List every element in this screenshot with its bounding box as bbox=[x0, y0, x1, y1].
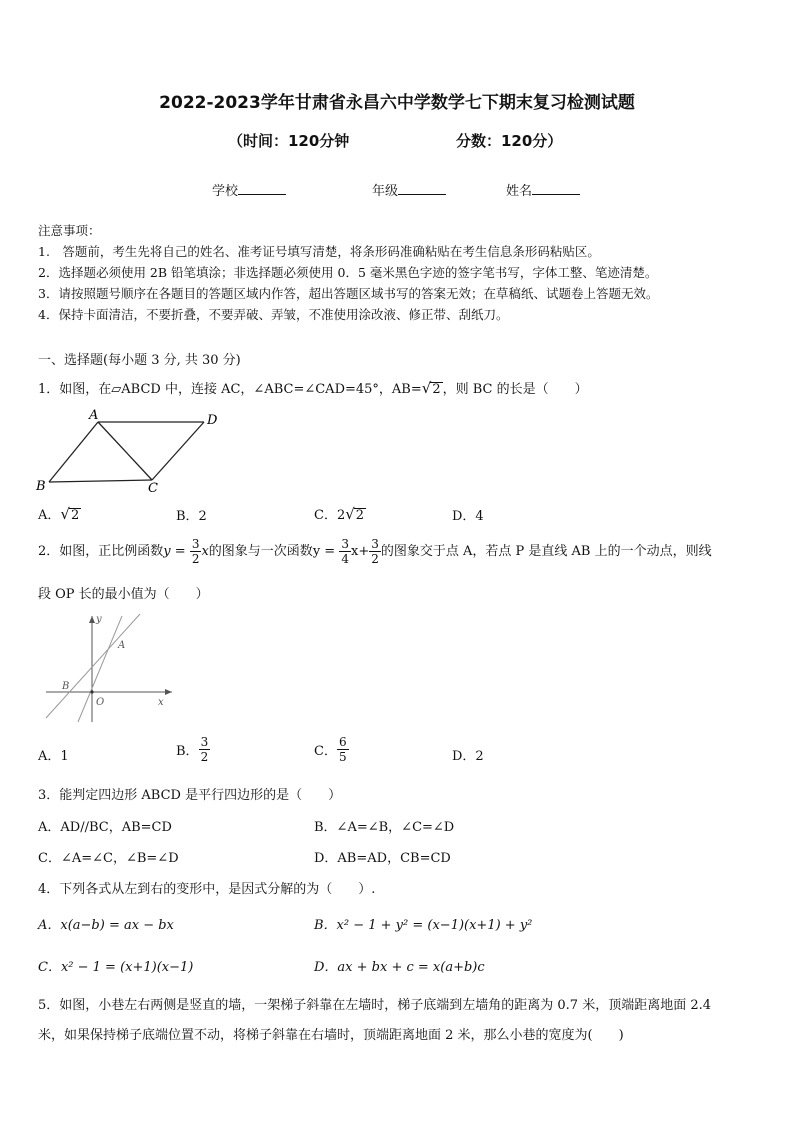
axis-label-x: x bbox=[158, 697, 164, 708]
section-heading: 一、选择题(每小题 3 分, 共 30 分) bbox=[38, 353, 241, 368]
notice bbox=[38, 220, 658, 325]
q2-option-b[interactable]: B． $\frac{3}{2}$ bbox=[176, 735, 209, 764]
q1-option-a[interactable]: A．√2 bbox=[38, 505, 80, 523]
q3-option-a[interactable]: A．AD//BC，AB=CD bbox=[38, 820, 172, 835]
page-title: 2022-2023学年甘肃省永昌六中学数学七下期末复习检测试题 bbox=[159, 93, 635, 113]
notice-heading: 注意事项： bbox=[38, 223, 101, 238]
graph-figure bbox=[40, 610, 180, 726]
q1-option-d[interactable]: D．4 bbox=[452, 509, 484, 524]
origin-label: O bbox=[96, 697, 105, 708]
q4-option-d[interactable]: D．ax + bx + c = x(a+b)c bbox=[314, 960, 485, 975]
grade-field bbox=[372, 180, 446, 199]
notice-item: 1. 答题前，考生先将自己的姓名、准考证号填写清楚，将条形码准确粘贴在考生信息条形码粘贴区。 bbox=[38, 244, 600, 259]
exam-score: 分数：120分） bbox=[456, 132, 563, 150]
question-5-stem: 5．如图，小巷左右两侧是竖直的墙，一架梯子斜靠在左墙时，梯子底端到左墙角的距离为 0.7 米，顶端距离地面 2.4 bbox=[38, 998, 712, 1013]
q3-option-b[interactable]: B．∠A=∠B，∠C=∠D bbox=[314, 820, 455, 835]
q3-option-d[interactable]: D．AB=AD，CB=CD bbox=[314, 851, 451, 866]
point-label-b: B bbox=[62, 681, 70, 692]
school-blank bbox=[238, 182, 286, 195]
school-field bbox=[212, 180, 286, 199]
name-field bbox=[506, 180, 580, 199]
parallelogram-figure bbox=[34, 404, 234, 496]
notice-item: 4．保持卡面清洁，不要折叠，不要弄破、弄皱，不准使用涂改液、修正带、刮纸刀。 bbox=[38, 307, 509, 322]
vertex-label-d: D bbox=[207, 413, 218, 428]
q1-option-c[interactable]: C．2√2 bbox=[314, 505, 365, 523]
question-2-stem-line2: 段 OP 长的最小值为（ ） bbox=[38, 587, 209, 602]
q4-option-a[interactable]: A．x(a−b) = ax − bx bbox=[38, 918, 174, 933]
notice-item: 2．选择题必须使用 2B 铅笔填涂；非选择题必须使用 0．5 毫米黑色字迹的签字笔书写，字体工整、笔迹清楚。 bbox=[38, 265, 658, 280]
vertex-label-c: C bbox=[148, 481, 158, 496]
notice-item: 3．请按照题号顺序在各题目的答题区域内作答，超出答题区域书写的答案无效；在草稿纸、试题卷上答题无效。 bbox=[38, 286, 659, 301]
exam-time: （时间：120分钟 bbox=[228, 132, 350, 150]
q2-option-c[interactable]: C． $\frac{6}{5}$ bbox=[314, 735, 347, 764]
axis-label-y: y bbox=[96, 614, 102, 625]
q2-option-d[interactable]: D．2 bbox=[452, 749, 484, 764]
q4-option-b[interactable]: B．x² − 1 + y² = (x−1)(x+1) + y² bbox=[314, 918, 533, 933]
q4-option-c[interactable]: C．x² − 1 = (x+1)(x−1) bbox=[38, 960, 194, 975]
q1-option-b[interactable]: B．2 bbox=[176, 509, 207, 524]
vertex-label-b: B bbox=[36, 479, 46, 494]
question-1-stem: 1．如图，在▱ABCD 中，连接 AC，∠ABC=∠CAD=45°，AB=√2 ，则 BC 的长是（ ） bbox=[38, 379, 588, 397]
q2-option-a[interactable]: A．1 bbox=[38, 749, 69, 764]
school-label: 学校 bbox=[212, 184, 239, 199]
question-3-stem: 3．能判定四边形 ABCD 是平行四边形的是（ ） bbox=[38, 788, 342, 803]
name-label: 姓名 bbox=[506, 184, 533, 199]
question-5-stem-line2: 米，如果保持梯子底端位置不动，将梯子斜靠在右墙时，顶端距离地面 2 米，那么小巷的宽度为( ) bbox=[38, 1028, 624, 1043]
question-4-stem: 4．下列各式从左到右的变形中，是因式分解的为（ ）. bbox=[38, 882, 376, 897]
grade-label: 年级 bbox=[372, 184, 399, 199]
question-2-stem: 2．如图，正比例函数y = $\frac{3}{2}$ x的图象与一次函数y = $\frac{3}{4}$ x+ $\frac{3}{2}$ 的图象交于点 A，若点 P 是直线 AB 上的一个动点，则线 bbox=[38, 537, 712, 566]
vertex-label-a: A bbox=[89, 408, 99, 423]
grade-blank bbox=[398, 182, 446, 195]
name-blank bbox=[532, 182, 580, 195]
point-label-a: A bbox=[118, 640, 126, 651]
q3-option-c[interactable]: C．∠A=∠C，∠B=∠D bbox=[38, 851, 179, 866]
